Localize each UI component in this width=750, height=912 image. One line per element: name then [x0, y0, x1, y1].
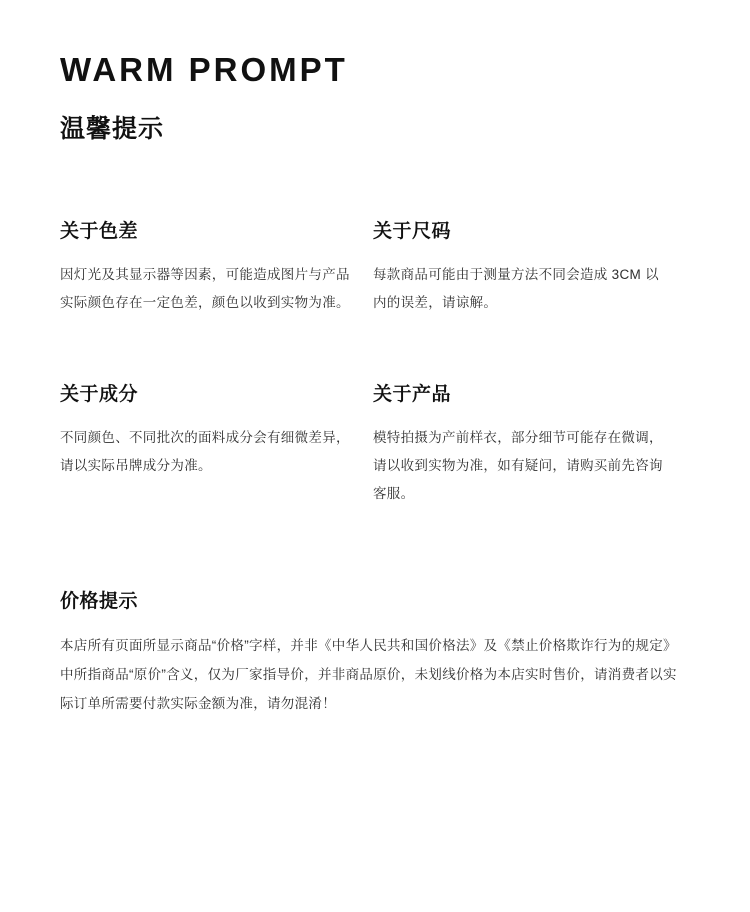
notice-body: 因灯光及其显示器等因素，可能造成图片与产品实际颜色存在一定色差，颜色以收到实物为准。 [60, 267, 350, 311]
notice-heading: 关于产品 [373, 384, 452, 406]
notice-body: 每款商品可能由于测量方法不同会造成 3CM 以内的误差，请谅解。 [373, 267, 659, 311]
notice-block-color [60, 216, 350, 317]
notice-heading: 关于成分 [60, 384, 139, 406]
notice-body: 不同颜色、不同批次的面料成分会有细微差异，请以实际吊牌成分为准。 [60, 430, 350, 474]
price-notice-section [0, 586, 750, 718]
notice-block-product [373, 379, 663, 508]
page-title-cn: 温馨提示 [60, 115, 165, 144]
price-notice-body: 本店所有页面所显示商品“价格”字样，并非《中华人民共和国价格法》及《禁止价格欺诈行为的规定》中所指商品“原价”含义，仅为厂家指导价，并非商品原价，未划线价格为本店实时售价，请消费者以实际订单所需要付款实际金额为准，请勿混淆！ [60, 638, 677, 712]
notice-body: 模特拍摄为产前样衣，部分细节可能存在微调，请以收到实物为准，如有疑问，请购买前先咨询客服。 [373, 430, 663, 502]
notice-heading: 关于尺码 [373, 221, 452, 243]
notice-heading: 关于色差 [60, 221, 139, 243]
price-notice-heading: 价格提示 [60, 591, 139, 613]
notice-block-size [373, 216, 663, 317]
page-title-en: WARM PROMPT [60, 51, 348, 88]
notice-grid [0, 216, 750, 508]
notice-block-composition [60, 379, 350, 508]
page-header [0, 0, 750, 144]
